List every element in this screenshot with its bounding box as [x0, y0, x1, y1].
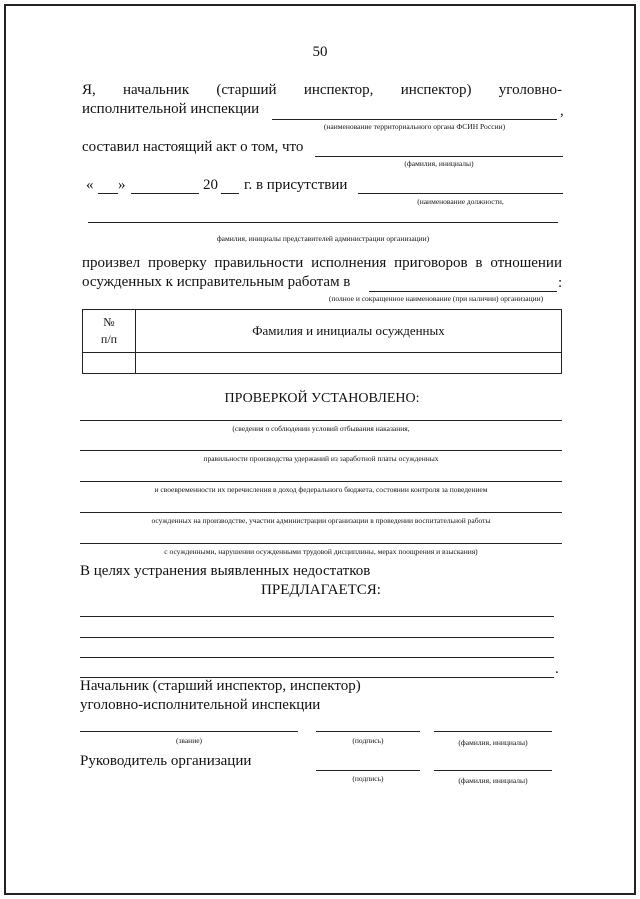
day-field[interactable]: [98, 193, 118, 194]
date-open-quote: «: [86, 177, 94, 193]
proposal-heading: ПРЕДЛАГАЕТСЯ:: [261, 582, 381, 598]
page-number: 50: [312, 44, 328, 60]
proposal-line-3[interactable]: [80, 657, 554, 658]
check-statement-line-2: осужденных к исправительным работам в: [82, 274, 351, 290]
organization-caption: (полное и сокращенное наименование (при наличии) организации): [328, 294, 544, 303]
org-head-name-field[interactable]: [434, 770, 552, 771]
header-word: инспектор,: [303, 82, 374, 98]
findings-line-2[interactable]: [80, 450, 562, 451]
full-name-caption: (фамилия, инициалы): [404, 159, 474, 168]
act-statement: составил настоящий акт о том, что: [82, 139, 304, 155]
year-prefix: 20: [203, 177, 218, 193]
inspection-label: исполнительной инспекции: [82, 101, 260, 117]
findings-caption-5: с осужденными, нарушении осужденными трудовой дисциплины, мерах поощрения и взыскания): [164, 547, 478, 556]
header-word: начальник: [123, 82, 190, 98]
findings-heading: ПРОВЕРКОЙ УСТАНОВЛЕНО:: [224, 391, 420, 406]
findings-line-4[interactable]: [80, 512, 562, 513]
year-field[interactable]: [221, 193, 239, 194]
inspection-name-caption: (наименование территориального органа ФСИН России): [323, 122, 506, 131]
check-statement-line-1: произвел проверку правильности исполнения приговоров в отношении: [82, 255, 562, 271]
full-name-field[interactable]: [315, 156, 563, 157]
header-word: уголовно-: [498, 82, 562, 98]
org-head-signature-caption: (подпись): [352, 774, 384, 783]
header-word: (старший: [216, 82, 277, 98]
findings-line-1[interactable]: [80, 420, 562, 421]
chief-rank-caption: (звание): [175, 736, 203, 745]
position-caption: (наименование должности,: [417, 197, 504, 206]
header-word: Я,: [82, 82, 96, 98]
comma-mark: ,: [560, 103, 564, 119]
representatives-caption: фамилия, инициалы представителей администрации организации): [216, 234, 430, 243]
org-head-signature-field[interactable]: [316, 770, 420, 771]
convicts-table: [82, 309, 562, 374]
number-abbr: п/п: [100, 332, 118, 346]
col-number-header: [83, 310, 136, 353]
number-sign: №: [103, 315, 115, 329]
header-word: инспектор): [400, 82, 472, 98]
findings-line-5[interactable]: [80, 543, 562, 544]
findings-caption-1: (сведения о соблюдении условий отбывания наказания,: [232, 424, 410, 433]
findings-caption-3: и своевременности их перечисления в доход федерального бюджета, состоянии контроля за поведением: [154, 485, 488, 494]
org-head-name-caption: (фамилия, инициалы): [458, 776, 528, 785]
proposal-intro: В целях устранения выявленных недостатков: [80, 563, 371, 579]
org-head-title: Руководитель организации: [80, 753, 252, 769]
chief-signature-field[interactable]: [316, 731, 420, 732]
period-mark: .: [555, 661, 559, 677]
proposal-line-1[interactable]: [80, 616, 554, 617]
inspection-name-field[interactable]: [272, 119, 557, 120]
findings-caption-2: правильности производства удержаний из заработной платы осужденных: [203, 454, 439, 463]
proposal-line-2[interactable]: [80, 637, 554, 638]
table-row: [83, 353, 562, 374]
representatives-field[interactable]: [88, 222, 558, 223]
chief-signature-caption: (подпись): [352, 736, 384, 745]
month-field[interactable]: [131, 193, 199, 194]
colon-mark: :: [558, 275, 563, 291]
position-field[interactable]: [358, 193, 563, 194]
row-name-cell[interactable]: [136, 353, 562, 374]
date-close-quote: »: [118, 177, 126, 193]
header-line-1: [82, 82, 562, 99]
chief-rank-field[interactable]: [80, 731, 298, 732]
organization-field[interactable]: [369, 291, 557, 292]
findings-caption-4: осужденных на производстве, участии администрации организации в проведении воспитательной работы: [151, 516, 491, 525]
chief-title-line-2: уголовно-исполнительной инспекции: [80, 697, 321, 713]
chief-name-caption: (фамилия, инициалы): [458, 738, 528, 747]
chief-name-field[interactable]: [434, 731, 552, 732]
col-name-header: Фамилия и инициалы осужденных: [136, 310, 562, 353]
chief-title-line-1: Начальник (старший инспектор, инспектор): [80, 678, 361, 694]
presence-label: г. в присутствии: [244, 177, 348, 193]
row-number-cell[interactable]: [83, 353, 136, 374]
findings-line-3[interactable]: [80, 481, 562, 482]
